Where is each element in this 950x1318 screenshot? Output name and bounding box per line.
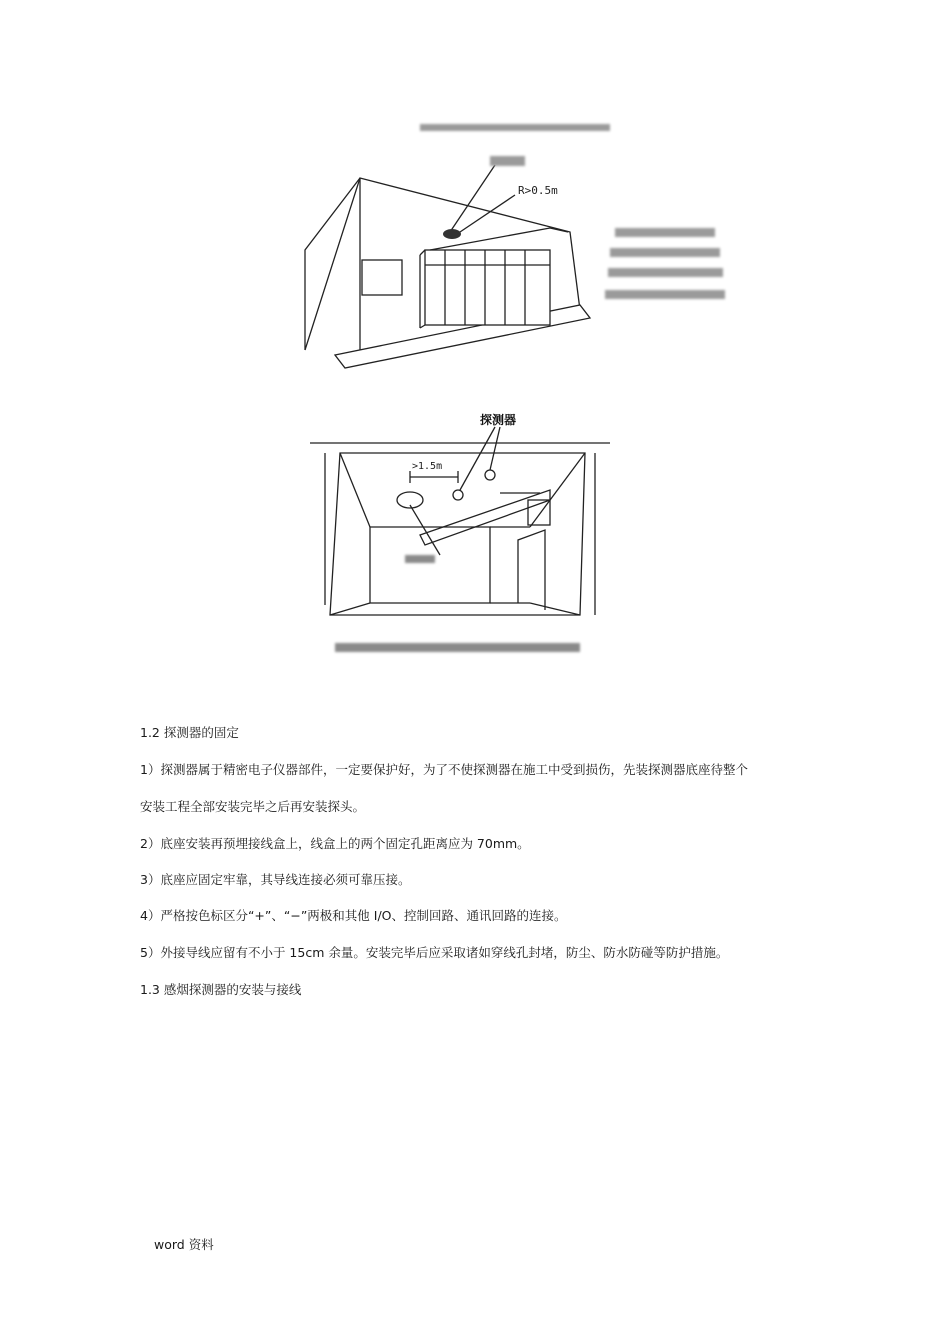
paragraph-5: 5）外接导线应留有不小于 15cm 余量。安装完毕后应采取诸如穿线孔封堵，防尘、防水防碰等防护措施。: [140, 945, 729, 960]
label-detector: 探测器: [480, 413, 517, 427]
paragraph-3: 3）底座应固定牢靠，其导线连接必须可靠压接。: [140, 872, 411, 887]
paragraph-2: 2）底座安装再预埋接线盒上，线盒上的两个固定孔距离应为 70mm。: [140, 836, 530, 851]
footer-note: word 资料: [154, 1237, 214, 1252]
figure-detector-room: [290, 110, 740, 370]
heading-1-3: 1.3 感烟探测器的安装与接线: [140, 982, 302, 997]
heading-1-2: 1.2 探测器的固定: [140, 725, 239, 740]
paragraph-1-line-1: 1）探测器属于精密电子仪器部件，一定要保护好，为了不使探测器在施工中受到损伤，先装探测器底座待整个: [140, 762, 748, 777]
label-distance: >1.5m: [412, 461, 443, 472]
detector-icon: [443, 229, 461, 239]
label-r: R>0.5m: [518, 184, 558, 197]
figure-detector-spacing: [300, 405, 615, 665]
paragraph-1-line-2: 安装工程全部安装完毕之后再安装探头。: [140, 799, 366, 814]
paragraph-4: 4）严格按色标区分“+”、“−”两极和其他 I/O、控制回路、通讯回路的连接。: [140, 908, 567, 923]
